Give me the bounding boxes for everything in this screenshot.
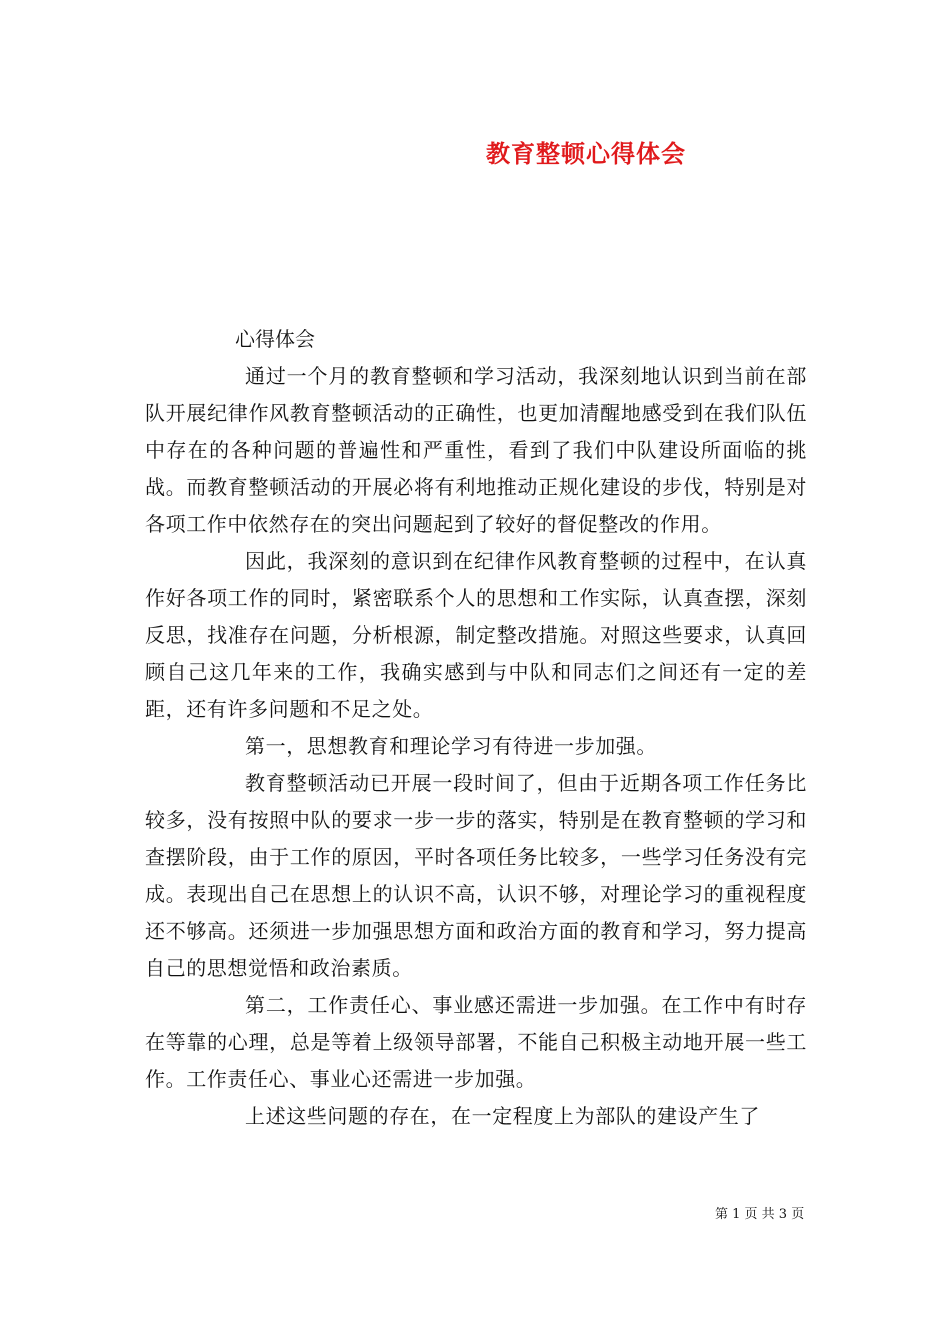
paragraph: 上述这些问题的存在，在一定程度上为部队的建设产生了	[245, 1104, 760, 1128]
document-title: 教育整顿心得体会	[486, 139, 686, 168]
paragraph: 因此，我深刻的意识到在纪律作风教育整顿的过程中，在认真作好各项工作的同时，紧密联系个人的思想和工作实际，认真查摆，深刻反思，找准存在问题，分析根源，制定整改措施。对照这些要求，认真回顾自己这几年来的工作，我确实感到与中队和同志们之间还有一定的差距，还有许多问题和不足之处。	[145, 549, 807, 721]
paragraph: 教育整顿活动已开展一段时间了，但由于近期各项工作任务比较多，没有按照中队的要求一步一步的落实，特别是在教育整顿的学习和查摆阶段，由于工作的原因，平时各项任务比较多，一些学习任务没有完成。表现出自己在思想上的认识不高，认识不够，对理论学习的重视程度还不够高。还须进一步加强思想方面和政治方面的教育和学习，努力提高自己的思想觉悟和政治素质。	[145, 771, 807, 980]
document-body	[145, 358, 807, 1135]
page-number-footer: 第 1 页 共 3 页	[715, 1207, 805, 1222]
paragraph: 第一，思想教育和理论学习有待进一步加强。	[245, 734, 657, 758]
document-subtitle: 心得体会	[235, 327, 315, 351]
paragraph: 通过一个月的教育整顿和学习活动，我深刻地认识到当前在部队开展纪律作风教育整顿活动的正确性，也更加清醒地感受到在我们队伍中存在的各种问题的普遍性和严重性，看到了我们中队建设所面临的挑战。而教育整顿活动的开展必将有利地推动正规化建设的步伐，特别是对各项工作中依然存在的突出问题起到了较好的督促整改的作用。	[145, 364, 807, 536]
paragraph: 第二，工作责任心、事业感还需进一步加强。在工作中有时存在等靠的心理，总是等着上级领导部署，不能自己积极主动地开展一些工作。工作责任心、事业心还需进一步加强。	[145, 993, 807, 1091]
